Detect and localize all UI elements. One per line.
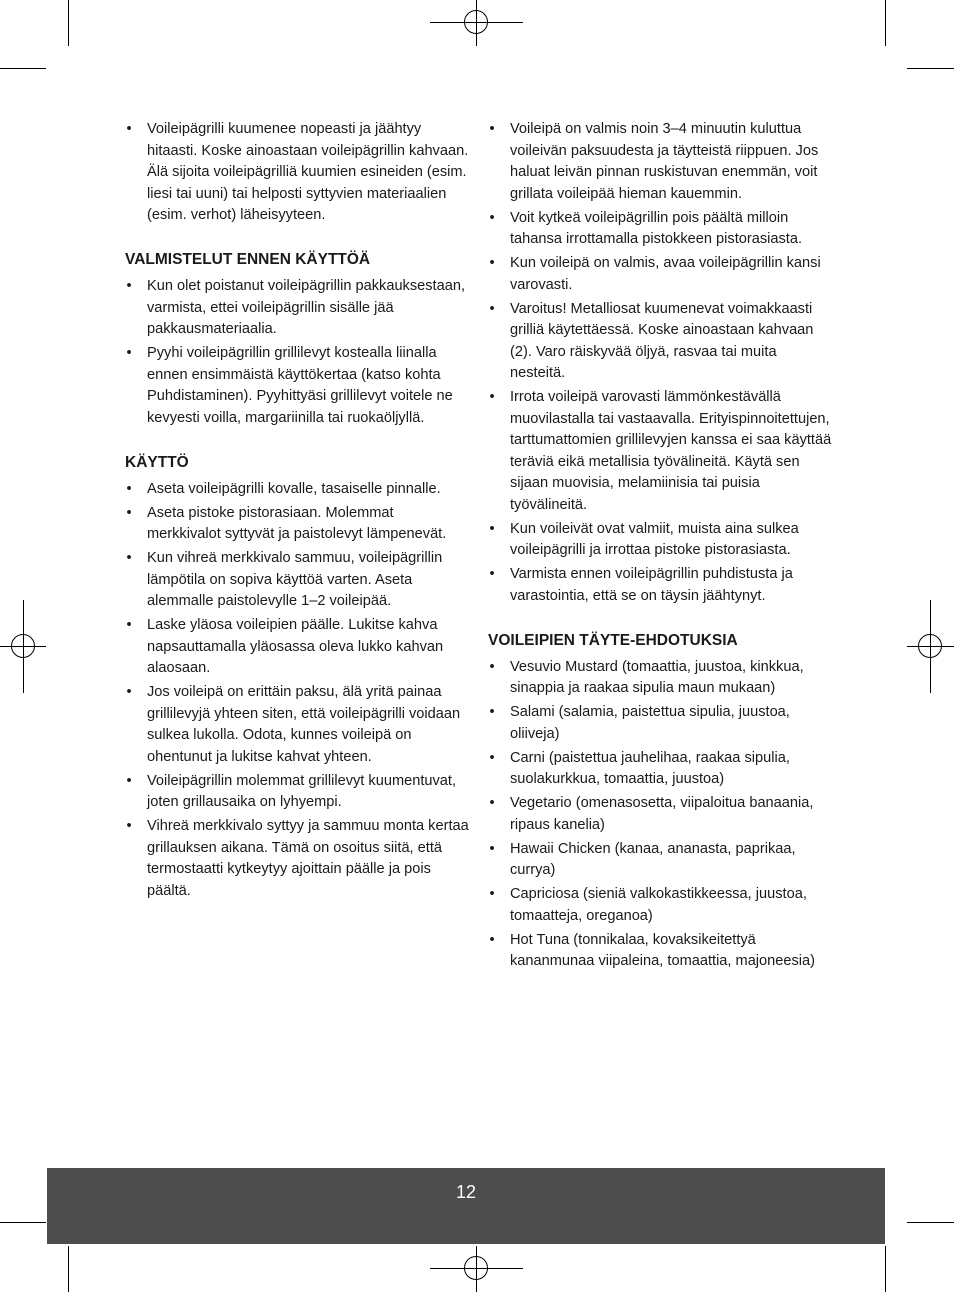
bullet-icon: • — [489, 255, 495, 271]
list-item-text: Voileipägrillin molemmat grillilevyt kuumentuvat, joten grillausaika on lyhyempi. — [147, 772, 457, 810]
list-item-text: Kun voileivät ovat valmiit, muista aina sulkea voileipägrilli ja irrottaa pistoke pistorasiasta. — [510, 520, 799, 558]
list-item — [488, 839, 833, 882]
bullet-icon: • — [489, 795, 495, 811]
list-item-text: Pyyhi voileipägrillin grillilevyt kostealla liinalla ennen ensimmäistä käyttökertaa (katso kohta Puhdistaminen). Pyyhittyäsi grillilevyt voitele ne kevyesti voilla, margariinilla tai ruokaöljyllä. — [147, 345, 453, 426]
list-item-text: Vesuvio Mustard (tomaattia, juustoa, kinkkua, sinappia ja raakaa sipulia maun mukaan) — [510, 658, 804, 696]
list-item — [488, 208, 833, 251]
list-item-text: Kun olet poistanut voileipägrillin pakkauksestaan, varmista, ettei voileipägrillin sisälle jää pakkausmateriaalia. — [147, 278, 466, 337]
bullet-icon: • — [489, 121, 495, 137]
list-item-text: Kun voileipä on valmis, avaa voileipägrillin kansi varovasti. — [510, 255, 821, 293]
list-item — [488, 748, 833, 791]
list-item — [488, 884, 833, 927]
bullet-icon: • — [126, 617, 132, 633]
list-item — [488, 702, 833, 745]
list-item-text: Capriciosa (sieniä valkokastikkeessa, juustoa, tomaatteja, oreganoa) — [510, 886, 807, 924]
registration-mark-right-circle — [918, 634, 942, 658]
use-list — [125, 479, 470, 903]
bullet-icon: • — [126, 345, 132, 361]
bullet-icon: • — [489, 389, 495, 405]
section-heading-prep: VALMISTELUT ENNEN KÄYTTÖÄ — [125, 251, 371, 268]
bullet-icon: • — [489, 840, 495, 857]
left-column — [125, 119, 470, 905]
footer-bar — [47, 1168, 885, 1244]
list-item — [125, 771, 470, 814]
list-item — [125, 615, 470, 680]
bullet-icon: • — [489, 520, 495, 537]
list-item — [125, 816, 470, 902]
list-item-text: Vihreä merkkivalo syttyy ja sammuu monta kertaa grillauksen aikana. Tämä on osoitus siitä, että termostaatti kytkeytyy ajoittain päälle ja pois päältä. — [147, 818, 469, 899]
bullet-icon: • — [489, 658, 495, 675]
list-item — [125, 119, 470, 227]
list-item-text: Voileipägrilli kuumenee nopeasti ja jäähtyy hitaasti. Koske ainoastaan voileipägrillin kahvaan. Älä sijoita voileipägrilliä kuumien esineiden (esim. liesi tai uuni) tai helposti syttyvien materiaalien (esim. verhot) läheisyyteen. — [147, 121, 469, 223]
list-item — [125, 343, 470, 429]
list-item-text: Kun vihreä merkkivalo sammuu, voileipägrillin lämpötila on sopiva käyttöä varten. Aseta alemmalle paistolevylle 1–2 voileipää. — [147, 550, 443, 609]
list-item — [125, 682, 470, 768]
list-item-text: Jos voileipä on erittäin paksu, älä yritä painaa grillilevyjä yhteen siten, että voileipägrilli voidaan sulkea lukolla. Odota, kunnes voileipä on ohentunut ja lukitse kahvat yhteen. — [147, 684, 461, 765]
crop-mark-top-right-v — [885, 0, 886, 46]
list-item — [488, 253, 833, 296]
list-item — [488, 564, 833, 607]
list-item — [488, 299, 833, 385]
right-column — [488, 119, 833, 975]
crop-mark-top-right-h — [907, 68, 954, 69]
bullet-icon: • — [489, 931, 495, 948]
list-item — [488, 387, 833, 516]
list-item-text: Voit kytkeä voileipägrillin pois päältä milloin tahansa irrottamalla pistokkeen pistorasiasta. — [510, 209, 803, 247]
list-item-text: Irrota voileipä varovasti lämmönkestävällä muovilastalla tai vastaavalla. Erityispinnoitettujen, tarttumattomien grillilevyjen kanssa ei saa käyttää teräviä eikä metallisia työvälineitä. Käytä sen sijaan muovisia, melamiinisia tai puisia työvälineitä. — [510, 389, 832, 513]
list-item — [488, 657, 833, 700]
list-item — [125, 276, 470, 341]
registration-mark-top-circle — [464, 10, 488, 34]
bullet-icon: • — [126, 480, 132, 497]
list-item-text: Varoitus! Metalliosat kuumenevat voimakkaasti grilliä käytettäessä. Koske ainoastaan kahvaan (2). Varo räiskyvää öljyä, rasvaa tai muita nesteitä. — [510, 300, 814, 381]
bullet-icon: • — [489, 704, 495, 720]
crop-mark-bottom-left-v — [68, 1246, 69, 1292]
crop-mark-bottom-left-h — [0, 1222, 46, 1223]
section-heading-use: KÄYTTÖ — [125, 453, 189, 471]
page-number: 12 — [455, 1182, 477, 1202]
bullet-icon: • — [126, 121, 132, 137]
list-item-text: Varmista ennen voileipägrillin puhdistusta ja varastointia, että se on täysin jäähtynyt. — [510, 566, 793, 604]
bullet-icon: • — [489, 566, 495, 582]
list-item-text: Voileipä on valmis noin 3–4 minuutin kuluttua voileivän paksuudesta ja täytteistä riippuen. Jos haluat leivän pinnan ruskistuvan enemmän, voit grillata voileipää hieman kauemmin. — [510, 121, 819, 202]
list-item — [125, 479, 470, 501]
list-item — [488, 793, 833, 836]
intro-list — [125, 119, 470, 227]
crop-mark-bottom-right-v — [885, 1246, 886, 1292]
list-item-text: Aseta voileipägrilli kovalle, tasaiselle pinnalle. — [147, 480, 441, 497]
list-item-text: Laske yläosa voileipien päälle. Lukitse kahva napsauttamalla yläosassa oleva lukko kahvan alaosaan. — [147, 617, 444, 676]
bullet-icon: • — [126, 504, 132, 521]
list-item — [488, 930, 833, 973]
bullet-icon: • — [126, 684, 132, 700]
section-heading-fillings: VOILEIPIEN TÄYTE-EHDOTUKSIA — [488, 631, 738, 649]
prep-list — [125, 276, 470, 429]
bullet-icon: • — [489, 749, 495, 766]
list-item — [125, 503, 470, 546]
list-item-text: Salami (salamia, paistettua sipulia, juustoa, oliiveja) — [510, 704, 790, 742]
bullet-icon: • — [126, 772, 132, 789]
registration-mark-left-circle — [11, 634, 35, 658]
list-item — [125, 548, 470, 613]
list-item-text: Carni (paistettua jauhelihaa, raakaa sipulia, suolakurkkua, tomaattia, juustoa) — [510, 749, 790, 787]
bullet-icon: • — [489, 300, 495, 317]
list-item-text: Hot Tuna (tonnikalaa, kovaksikeitettyä kananmunaa viipaleina, tomaattia, majoneesia) — [510, 931, 816, 969]
list-item — [488, 119, 833, 205]
list-item-text: Vegetario (omenasosetta, viipaloitua banaania, ripaus kanelia) — [510, 795, 814, 833]
bullet-icon: • — [489, 209, 495, 226]
crop-mark-top-left-h — [0, 68, 46, 69]
bullet-icon: • — [489, 886, 495, 902]
list-item — [488, 519, 833, 562]
use-continued-list — [488, 119, 833, 607]
bullet-icon: • — [126, 278, 132, 294]
fillings-list — [488, 657, 833, 973]
crop-mark-top-left-v — [68, 0, 69, 46]
crop-mark-bottom-right-h — [907, 1222, 954, 1223]
registration-mark-bottom-circle — [464, 1256, 488, 1280]
list-item-text: Aseta pistoke pistorasiaan. Molemmat merkkivalot syttyvät ja paistolevyt lämpenevät. — [147, 504, 447, 542]
bullet-icon: • — [126, 818, 132, 834]
list-item-text: Hawaii Chicken (kanaa, ananasta, paprikaa, currya) — [510, 840, 796, 878]
bullet-icon: • — [126, 550, 132, 566]
